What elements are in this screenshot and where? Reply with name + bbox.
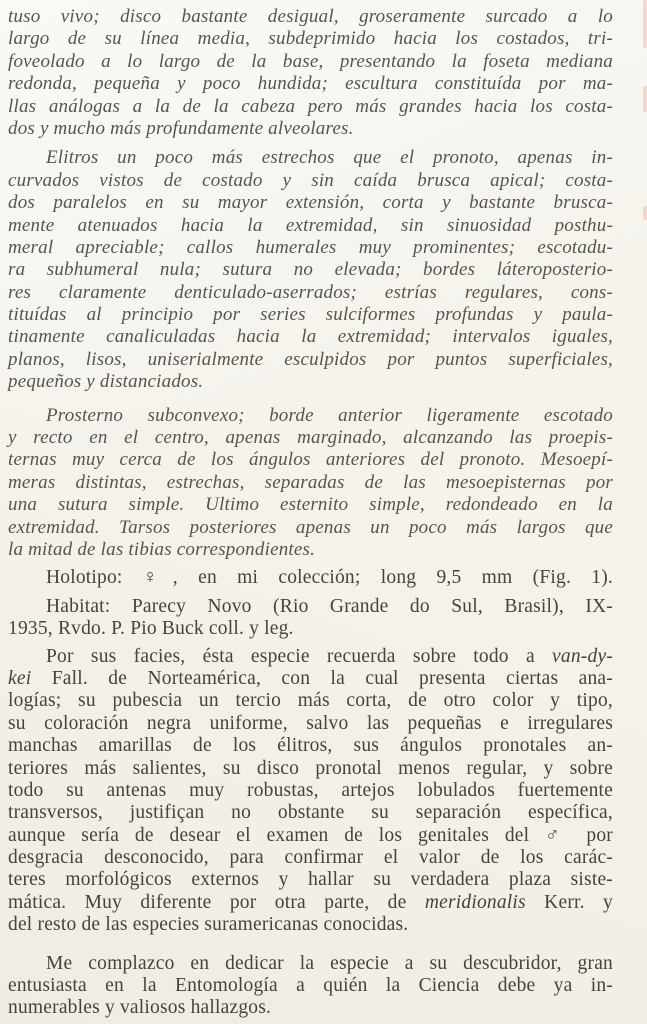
text-segment: meridionalis: [424, 891, 526, 913]
text-segment: la mitad de las tibias correspondientes.: [8, 538, 316, 560]
paragraph-prosternum-description: [8, 405, 613, 562]
paragraph-species-comparison: [8, 646, 613, 937]
paragraph-dedication: [8, 953, 613, 1020]
text-segment: Kerr. y: [525, 891, 614, 913]
text-segment: teriores más salientes, su disco pronotal menos regular, y sobre: [8, 757, 613, 779]
text-segment: tuso vivo; disco bastante desigual, groseramente surcado a lo: [8, 6, 613, 27]
text-line: [8, 6, 613, 28]
text-line: [8, 427, 613, 449]
text-segment: todo su antenas muy robustas, artejos lobulados fuertemente: [8, 779, 613, 801]
text-line: [8, 170, 613, 192]
text-segment: dos y mucho más profundamente alveolares.: [8, 117, 354, 139]
text-line: [8, 51, 613, 73]
scan-edge-artifact: [643, 0, 647, 48]
text-line: [8, 326, 613, 348]
text-line: [8, 802, 613, 824]
text-segment: 1935, Rvdo. P. Pio Buck coll. y leg.: [8, 618, 294, 640]
text-line: [8, 914, 613, 936]
text-line: [8, 847, 613, 869]
text-line: [8, 780, 613, 802]
text-segment: ra subhumeral nula; sutura no elevada; bordes láteroposterio-: [8, 259, 613, 281]
text-line: [8, 405, 613, 427]
text-segment: van-dy-: [552, 645, 613, 667]
text-line: [8, 567, 613, 589]
scan-edge-artifact: [643, 86, 647, 112]
text-line: [8, 215, 613, 237]
text-line: [8, 997, 613, 1019]
text-line: [8, 349, 613, 371]
text-segment: teres morfológicos externos y hallar su verdadera plaza siste-: [8, 869, 613, 891]
text-segment: meras distintas, estrechas, separadas de las mesoepisternas por: [8, 471, 613, 493]
text-line: [8, 618, 613, 640]
paragraph-pronotum-description: [8, 6, 613, 140]
text-segment: Elitros un poco más estrechos que el pronoto, apenas in-: [46, 147, 613, 169]
text-segment: su coloración negra uniforme, salvo las pequeñas e irregulares: [8, 712, 613, 734]
text-line: [8, 869, 613, 891]
text-segment: redonda, pequeña y poco hundida; escultura constituída por ma-: [8, 73, 613, 95]
text-segment: ternas muy cerca de los ángulos anteriores del pronoto. Mesoepí-: [8, 449, 613, 471]
text-segment: Holotipo: ♀, en mi colección; long 9,5 mm (Fig. 1).: [46, 567, 613, 589]
text-segment: manchas amarillas de los élitros, sus ángulos pronotales an-: [8, 735, 613, 757]
text-line: [8, 259, 613, 281]
text-segment: tinamente canaliculadas hacia la extremidad; intervalos iguales,: [8, 326, 613, 348]
text-segment: Por sus facies, ésta especie recuerda sobre todo a: [46, 645, 553, 667]
text-line: [8, 494, 613, 516]
text-line: [8, 449, 613, 471]
text-segment: meral apreciable; callos humerales muy prominentes; escotadu-: [8, 236, 613, 258]
text-segment: mática. Muy diferente por otra parte, de: [8, 891, 425, 913]
text-line: [8, 646, 613, 668]
text-segment: logías; su pubescia un tercio más corta, de otro color y tipo,: [8, 690, 613, 712]
text-line: [8, 539, 613, 561]
text-segment: largo de su línea media, subdeprimido hacia los costados, tri-: [8, 28, 613, 50]
text-segment: tituídas al principio por series sulciformes profundas y paula-: [8, 304, 613, 326]
text-segment: transversos, justifiçan no obstante su separación específica,: [8, 802, 613, 824]
text-segment: Prosterno subconvexo; borde anterior ligeramente escotado: [46, 404, 613, 426]
text-line: [8, 147, 613, 169]
text-segment: planos, lisos, uniserialmente esculpidos por puntos superficiales,: [8, 348, 613, 370]
text-line: [8, 282, 613, 304]
text-line: [8, 28, 613, 50]
text-block: [8, 6, 613, 1020]
text-line: [8, 892, 613, 914]
text-segment: numerables y valiosos hallazgos.: [8, 997, 272, 1019]
paragraph-habitat: [8, 596, 613, 641]
paragraph-holotype: [8, 567, 613, 589]
text-line: [8, 237, 613, 259]
text-segment: una sutura simple. Ultimo esternito simple, redondeado en la: [8, 494, 613, 516]
text-segment: aunque sería de desear el examen de los genitales del ♂ por: [8, 824, 613, 846]
text-segment: desgracia desconocido, para confirmar el valor de los carác-: [8, 847, 613, 869]
text-line: [8, 668, 613, 690]
text-segment: entusiasta en la Entomología a quién la Ciencia debe ya in-: [8, 975, 613, 997]
text-line: [8, 192, 613, 214]
paragraph-elytra-description: [8, 147, 613, 393]
text-line: [8, 953, 613, 975]
text-line: [8, 371, 613, 393]
text-line: [8, 596, 613, 618]
text-segment: Fall. de Norteamérica, con la cual presenta ciertas ana-: [31, 667, 613, 689]
text-line: [8, 825, 613, 847]
text-segment: foveolado a lo largo de la base, presentando la foseta mediana: [8, 50, 613, 72]
text-line: [8, 713, 613, 735]
text-line: [8, 735, 613, 757]
text-segment: res claramente denticulado-aserrados; estrías regulares, cons-: [8, 281, 613, 303]
text-line: [8, 96, 613, 118]
text-segment: Habitat: Parecy Novo (Rio Grande do Sul, Brasil), IX-: [46, 595, 613, 617]
text-segment: pequeños y distanciados.: [8, 371, 204, 393]
text-segment: kei: [8, 667, 32, 689]
text-line: [8, 472, 613, 494]
text-line: [8, 975, 613, 997]
text-line: [8, 118, 613, 140]
text-segment: del resto de las especies suramericanas conocidas.: [8, 914, 409, 936]
text-segment: y recto en el centro, apenas marginado, alcanzando las proepis-: [8, 427, 613, 449]
text-segment: Me complazco en dedicar la especie a su descubridor, gran: [46, 952, 613, 974]
text-segment: curvados vistos de costado y sin caída brusca apical; costa-: [8, 169, 613, 191]
text-segment: mente atenuados hacia la extremidad, sin sinuosidad posthu-: [8, 214, 613, 236]
text-line: [8, 304, 613, 326]
text-segment: llas análogas a la de la cabeza pero más grandes hacia los costa-: [8, 95, 613, 117]
text-segment: dos paralelos en su mayor extensión, corta y bastante brusca-: [8, 192, 613, 214]
text-line: [8, 758, 613, 780]
text-line: [8, 73, 613, 95]
scan-edge-artifact: [643, 206, 647, 220]
text-segment: extremidad. Tarsos posteriores apenas un poco más largos que: [8, 516, 613, 538]
text-line: [8, 690, 613, 712]
text-line: [8, 517, 613, 539]
